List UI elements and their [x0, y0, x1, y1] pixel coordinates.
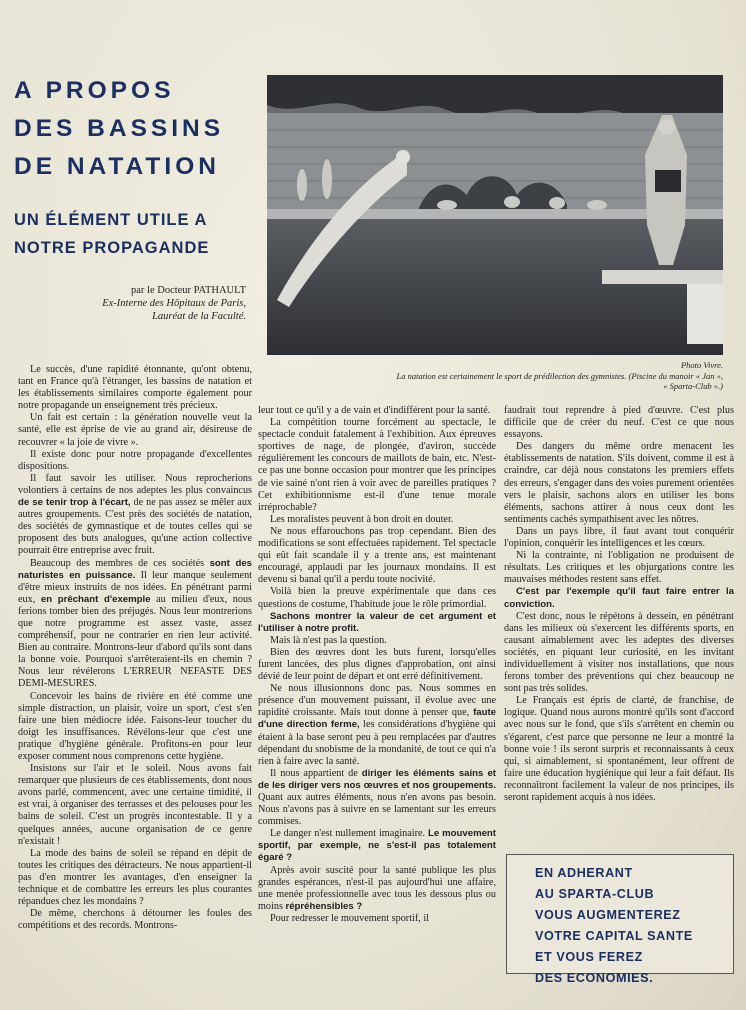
paragraph: [18, 558, 252, 691]
title-line: DES BASSINS: [14, 115, 225, 142]
byline: [14, 284, 246, 323]
text-run: Après avoir suscité pour la santé publique les plus grandes espérances, n'est-il pas aujourd'hui une affaire, une menée professionnelle avec tous les dessous plus ou moins: [258, 864, 496, 912]
promo-line: VOTRE CAPITAL SANTE: [535, 929, 693, 943]
paragraph: Les moralistes peuvent à bon droit en douter.: [270, 513, 454, 525]
paragraph: Un fait est certain : la génération nouvelle veut la santé, elle est éprise de vie au grand air, désireuse de recouvrer « la joie de vivre ».: [18, 412, 252, 448]
text-run: au milieu d'eux, nous ferions tomber bien des préjugés. Nous leur montrerions que notre programme est assez vaste, assez compréhensif, pour ne contrarier en rien leur activité. Bien au contraire. Montrons-leur d'abord qu'ils sont dans la bonne voie. Pourquoi s'arrêteraient-ils en chemin ? Nous leur révélerons L'ERREUR NEFASTE DES DEMI-MESURES.: [18, 593, 252, 690]
emphasis: répréhensibles ?: [285, 900, 363, 912]
emphasis: sont des naturistes en puissance.: [18, 557, 253, 581]
paragraph: Mais là n'est pas la question.: [270, 634, 387, 646]
paragraph: C'est donc, nous le répétons à dessein, en pénétrant dans les milieux où s'exercent les différents sports, en causant aimablement avec les adeptes des diverses sociétés, en piquant leur curiosité, en les invitant individuellement à visiter nos installations, que nous ferons tomber des préventions qui chez beaucoup ne sont pas très solides.: [504, 610, 734, 695]
emphasis: de se tenir trop à l'écart,: [18, 497, 131, 509]
paragraph: De même, cherchons à détourner les foules des compétitions et des records. Montrons-: [18, 908, 252, 932]
paragraph: Ni la contrainte, ni l'obligation ne produisent de résultats. Les critiques et les objurgations contre les mauvaises méthodes restent sans effet.: [504, 550, 734, 586]
paragraph: Pour redresser le mouvement sportif, il: [270, 912, 430, 924]
byline-role: Lauréat de la Faculté.: [152, 311, 246, 322]
text-run: de ne pas assez se mêler aux autres groupements. C'est près des sociétés de natation, des sociétés de gymnastique et de toutes celles qui se proposent des buts analogues, qu'une action collective pourrait être entreprise avec fruit.: [18, 497, 253, 557]
paragraph: Voilà bien la preuve expérimentale que dans ces questions de costume, l'habitude joue le rôle primordial.: [258, 586, 496, 610]
paragraph: [258, 683, 496, 768]
caption-line: « Sparta-Club ».): [663, 381, 723, 391]
article-column-2: [258, 405, 496, 925]
emphasis: diriger les éléments sains et de les diriger vers nos œuvres et nos groupements.: [258, 767, 496, 791]
paragraph: faudrait tout reprendre à pied d'œuvre. C'est plus difficile que de créer du neuf. C'est ce que nous essayons.: [504, 405, 734, 441]
promo-line: ET VOUS FEREZ: [535, 950, 643, 964]
promo-line: VOUS AUGMENTEREZ: [535, 908, 681, 922]
paragraph: [258, 611, 496, 635]
title-line: DE NATATION: [14, 153, 220, 180]
article-title: [14, 72, 259, 186]
paragraph: La compétition tourne forcément au spectacle, le spectacle conduit fatalement à l'exhibition. Aux épreuves sportives de nage, de plongée, d'aviron, succède régulièrement les concours de maillots de bain, etc. N'est-ce pas une bonne occasion pour montrer que les principes de vie sainé n'ont rien à voir avec de pareilles pratiques ? Cet exhibitionnisme est-il d'une tenue morale irréprochable?: [258, 417, 496, 513]
promo-line: DES ECONOMIES.: [535, 971, 654, 985]
paragraph: leur tout ce qu'il y a de vain et d'indifférent pour la santé.: [258, 405, 491, 416]
text-run: Il faut savoir les utiliser. Nous reprocherions volontiers à certains de nos adeptes les plus convaincus: [18, 472, 252, 496]
paragraph: Le succès, d'une rapidité étonnante, qu'ont obtenu, tant en France qu'à l'étranger, les bassins de natation et les établissements similaires comporte également pour notre propagande un enseignement très précieux.: [18, 364, 252, 412]
paragraph: Dans un pays libre, il faut avant tout conquérir l'opinion, conquérir les intelligences et les cœurs.: [504, 525, 734, 550]
promo-line: AU SPARTA-CLUB: [535, 887, 655, 901]
article-subtitle: [14, 206, 259, 262]
title-line: A PROPOS: [14, 77, 175, 104]
caption-line: La natation est certainement le sport de prédilection des gymnistes. (Piscine du manoir « Jan »,: [396, 371, 723, 381]
paragraph: [258, 865, 496, 913]
text-run: Ne nous illusionnons donc pas. Nous sommes en présence d'un mouvement puissant, il évolue avec une rapidité croissante. Mais tout donne à penser que,: [258, 683, 496, 719]
photo-caption: [267, 371, 723, 391]
promo-text: [535, 863, 693, 989]
pool-illustration: [267, 75, 723, 355]
emphasis: en prêchant d'exemple: [40, 593, 151, 605]
article-column-1: [18, 364, 252, 932]
paragraph: [18, 473, 252, 558]
photo-credit: Photo Vivre.: [680, 360, 723, 370]
emphasis: Le mouvement sportif, par exemple, ne s'est-il pas totalement égaré ?: [258, 828, 496, 864]
promo-line: EN ADHERANT: [535, 866, 633, 880]
paragraph: [258, 828, 496, 864]
byline-author: par le Docteur PATHAULT: [131, 285, 246, 296]
paragraph: Le Français est épris de clarté, de franchise, de logique. Quand nous aurons montré qu'ils sont d'accord avec nous sur le fond, que s'ils s'arrêtent en chemin ou s'égarent, c'est parce que personne ne leur a montré la bonne voie ! ils seront surpris et reconnaissants à ceux qui, si aimablement, si spontanément, leur offrent de faire une éducation hygiénique qui leur a fait défaut. Ils reconnaîtront facilement la valeur de nos principes, ils seront rapidement acquis à nos idées.: [504, 695, 734, 803]
sparta-club-promo-box: [506, 854, 734, 985]
text-run: Il nous appartient de: [270, 767, 362, 779]
paragraph: Ne nous effarouchons pas trop cependant. Bien des modifications se sont effectuées rapidement. Tel spectacle qui eût fait scandale il y a trente ans, est maintenant encouragé, applaudi par les journaux mondains. Il est devenu si banal qu'il a perdu toute nocivité.: [258, 525, 496, 586]
paragraph: Concevoir les bains de rivière en été comme une simple distraction, un plaisir, voire un sport, c'est s'en faire une bien médiocre idée. Faisons-leur toucher du doigt les insuffisances. Révélons-leur que c'est une pratique d'hygiène générale. Profitons-en pour leur exposer comment nous comprenons cette hygiène.: [18, 690, 252, 762]
emphasis: faute d'une direction ferme,: [258, 707, 496, 731]
paragraph: Il existe donc pour notre propagande d'excellentes dispositions.: [18, 448, 252, 472]
text-run: Beaucoup des membres de ces sociétés: [30, 557, 210, 569]
paragraph: Des dangers du même ordre menacent les établissements de natation. S'ils doivent, comme il est à craindre, car déjà nous constatons les premiers effets des erreurs, s'engager dans des voies purement orientées vers le plaisir, sachons alors en utiliser les bons éléments, sachons attirer à nous ceux dont les sentiments cachés sympathisent avec les nôtres.: [504, 441, 734, 525]
text-run: Le danger n'est nullement imaginaire.: [270, 828, 428, 840]
paragraph: [258, 768, 496, 828]
subtitle-line: UN ÉLÉMENT UTILE A: [14, 211, 208, 229]
swimming-pool-photo: [267, 75, 723, 355]
paragraph: Bien des œuvres dont les buts furent, lorsqu'elles furent lancées, des plus dignes d'approbation, ont ainsi dévié de leur point de départ et ont erré définitivement.: [258, 646, 496, 683]
subtitle-line: NOTRE PROPAGANDE: [14, 239, 210, 257]
text-run: les considérations d'hygiène qui étaient à la base seront peu à peu remplacées par d'autres dépendant du snobisme de la mondanité, de tout ce qui n'a rien à faire avec la santé.: [258, 719, 496, 767]
paragraph: La mode des bains de soleil se répand en dépit de toutes les critiques des détracteurs. Ne nous appartient-il pas d'en montrer les avantages, d'en enseigner la technique et de combattre les erreurs les plus courantes répandues chez les mondains ?: [18, 847, 252, 908]
paragraph: Insistons sur l'air et le soleil. Nous avons fait remarquer que plusieurs de ces établissements, dont nous avons parlé, commencent, avec une certaine timidité, il est vrai, à organiser des terrasses et des pelouses pour les bains de soleil. C'est un progrès incontestable. Il y a quelques années, aucune organisation de ce genre n'existait !: [18, 763, 252, 847]
byline-role: Ex-Interne des Hôpitaux de Paris,: [102, 298, 246, 309]
emphasis: Sachons montrer la valeur de cet argument et l'utiliser à notre profit.: [258, 610, 496, 634]
text-run: Quant aux autres éléments, nous n'en avons pas besoin. Nous n'avons pas à suivre en se lamentant sur les erreurs commises.: [258, 792, 496, 828]
article-column-3: [504, 405, 734, 804]
emphasis: C'est par l'exemple qu'il faut faire entrer la conviction.: [504, 586, 734, 610]
text-run: Il leur manque seulement d'être mieux instruits de nos idées. En pénétrant parmi eux,: [18, 569, 252, 605]
paragraph: [504, 586, 734, 610]
